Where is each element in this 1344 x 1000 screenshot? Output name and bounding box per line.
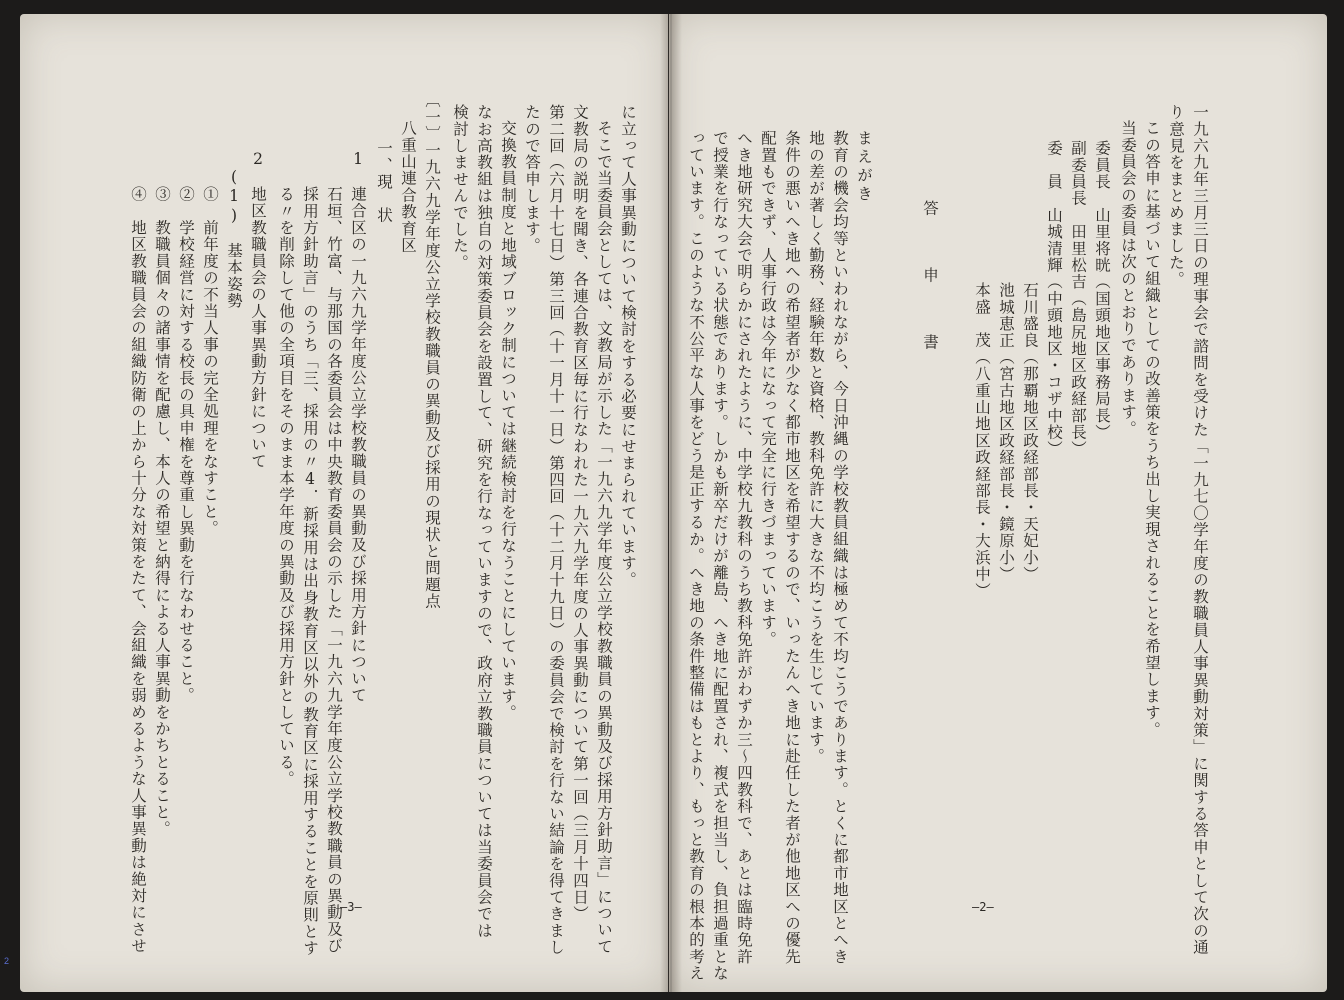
document-title: 答 申 書 <box>921 200 939 368</box>
text-line: 採用方針助言」のうち「三、採用の〃4．新採用は出身教育区以外の教育区に採用することを原則とす <box>301 186 319 957</box>
text-line: 条件の悪いへき地への希望者が少なく都市地区を希望するので、いったんへき地に赴任した者が他地区への優先 <box>783 130 801 965</box>
text-line: 交換教員制度と地域ブロック制については継続検討を行なうことにしています。 <box>499 120 517 722</box>
text-line: に立って人事異動について検討をする必要にせまられています。 <box>619 104 637 589</box>
committee-member-line: 副委員長 田里松吉（島尻地区政経部長） <box>1069 140 1087 458</box>
text-line: (1) 基本姿勢 <box>225 168 243 310</box>
subsection-heading: 一、現 状 <box>375 140 393 224</box>
text-line: なお高教組は独自の対策委員会を設置して、研究を行なっていますので、政府立教職員については当委員会では <box>475 104 493 939</box>
text-line: そこで当委員会としては、文教局が示した「一九六九学年度公立学校教職員の異動及び採用方針助言」について <box>595 120 613 955</box>
committee-member-line: 委員長 山里将晄（国頭地区事務局長） <box>1093 140 1111 441</box>
committee-member-line: 委 員 山城清輝（中頭地区・コザ中校） <box>1045 140 1063 458</box>
text-line: り意見をまとめました。 <box>1167 104 1185 288</box>
list-item: ③ 教職員個々の諸事情を配慮し、本人の希望と納得による人事異動をかちとること。 <box>153 186 171 838</box>
preface-heading: まえがき <box>855 130 873 204</box>
list-item: ④ 地区教職員会の組織防衛の上から十分な対策をたて、会組織を弱めるような人事異動は絶対にさせ <box>129 186 147 955</box>
text-line: 一九六九年三月三日の理事会で諮問を受けた「一九七〇学年度の教職員人事異動対策」に関する答申として次の通 <box>1191 104 1209 956</box>
text-line: 教育の機会均等といわれながら、今日沖縄の学校教員組織は極めて不均こうであります。とくに都市地区とへき <box>831 130 849 965</box>
text-line: で授業を行なっている状態であります。しかも新卒だけが離島、へき地に配置され、複式を担当し、負担過重とな <box>711 130 729 982</box>
committee-member-line: 石川盛良（那覇地区政経部長・天妃小） <box>1021 282 1039 583</box>
list-item: ② 学校経営に対する校長の具申権を尊重し異動を行なわせること。 <box>177 186 195 704</box>
text-line: 文教局の説明を聞き、各連合教育区毎に行なわれた一九六九学年度の人事異動について第一回（三月十四日） <box>571 104 589 923</box>
text-line: 2 地区教職員会の人事異動方針について <box>249 150 267 470</box>
section-heading: 〔一〕一九六九学年度公立学校教職員の異動及び採用の現状と問題点 <box>423 92 441 610</box>
text-line: 石垣、竹富、与那国の各委員会は中央教育委員会の示した「一九六九学年度公立学校教職員の異動及び <box>325 186 343 955</box>
list-item: ① 前年度の不当人事の完全処理をなすこと。 <box>201 186 219 537</box>
text-line: 当委員会の委員は次のとおりであります。 <box>1119 120 1137 438</box>
text-line: 検討しませんでした。 <box>451 104 469 271</box>
text-line: る〃を削除して他の全項目をそのまま本学年度の異動及び採用方針としている。 <box>277 186 295 788</box>
text-line: 1 連合区の一九六九学年度公立学校教職員の異動及び採用方針について <box>349 150 367 704</box>
text-line: 地の差が著しく勤務、経験年数と資格、教科免許に大きな不均こうを生じています。 <box>807 130 825 765</box>
text-line: たので答申します。 <box>523 104 541 255</box>
text-line: 第二回（六月十七日）第三回（十一月十一日）第四回（十二月十九日）の委員会で検討を行ない結論を得てきまし <box>547 104 565 956</box>
text-line: っています。このような不公平な人事をどう是正するか。へき地の条件整備はもとより、もっと教育の根本的考え <box>687 130 705 982</box>
subsection-heading: 八重山連合教育区 <box>399 120 417 254</box>
corner-mark: 2 <box>4 956 10 966</box>
text-line: この答申に基づいて組織としての改善策をうち出し実現されることを希望します。 <box>1143 120 1161 738</box>
committee-member-line: 本盛 茂（八重山地区政経部長・大浜中） <box>973 282 991 600</box>
committee-member-line: 池城恵正（宮古地区政経部長・鏡原小） <box>997 282 1015 583</box>
text-line: へき地研究大会で明らかにされたように、中学校九教科のうち教科免許がわずか三～四教科で、あとは臨時免許 <box>735 130 753 965</box>
page-number: —2— <box>972 900 994 914</box>
book-spine <box>660 14 682 992</box>
page-number: —3— <box>340 900 362 914</box>
text-line: 配置もできず、人事行政は今年になって完全に行きづまっています。 <box>759 130 777 648</box>
